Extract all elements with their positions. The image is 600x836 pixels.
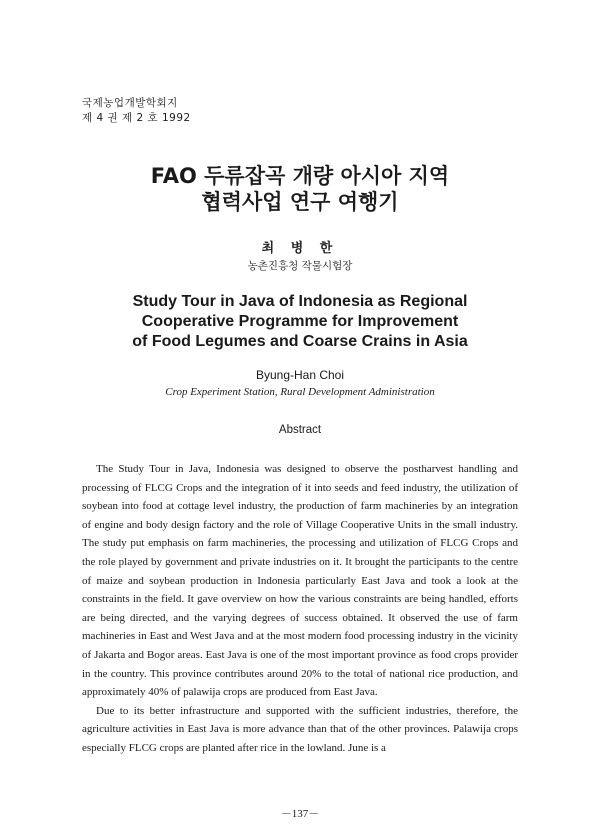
english-affiliation: Crop Experiment Station, Rural Development Administration	[165, 386, 435, 398]
journal-name: 국제농업개발학회지	[82, 97, 178, 109]
abstract-paragraph-1: The Study Tour in Java, Indonesia was designed to observe the postharvest handling and processing of FLCG Crops and the integration of it into seeds and feed industry, the utilization of soybean into food at cottage level industry, the production of farm machineries by an integration of engine and body design factory and the role of Village Cooperative Units in the small industry. The study put emphasis on farm machineries, the processing and utilization of FLCG Crops and the role played by government and private industries on it. It brought the participants to the centre of maize and soybean production in Indonesia particularly East Java and took a look at the constraints in the field. It gave overview on how the various constraints are being handled, efforts are being directed, and the varying degrees of success obtained. It observed the use of farm machineries in East and West Java and at the most modern food processing industry in the vicinity of Jakarta and Bogor areas. East Java is one of the most important province as food crops provider in the country. This province contributes around 20% to the total of national rice production, and approximately 40% of palawija crops are produced from East Java.	[82, 463, 518, 699]
abstract-paragraph-2: Due to its better infrastructure and supported with the sufficient industries, therefore, the agriculture activities in East Java is more advance than that of the other provinces. Palawija crops especially FLCG crops are planted after rice in the lowland. June is a	[82, 704, 518, 754]
korean-affiliation: 농촌진흥청 작물시험장	[247, 260, 353, 272]
korean-author: 최 병 한	[261, 241, 339, 256]
journal-volume: 제 4 권 제 2 호 1992	[82, 112, 191, 124]
page-number: －137－	[280, 808, 320, 820]
english-title-line-2: Cooperative Programme for Improvement	[141, 313, 459, 330]
english-title-line-3: of Food Legumes and Coarse Crains in Asia	[132, 333, 468, 350]
english-author: Byung-Han Choi	[255, 368, 345, 382]
english-title-line-1: Study Tour in Java of Indonesia as Regional	[132, 293, 468, 310]
korean-title-line-2: 협력사업 연구 여행기	[201, 190, 399, 214]
abstract-heading: Abstract	[278, 424, 322, 436]
journal-info	[82, 96, 191, 126]
korean-title-line-1: FAO 두류잡곡 개량 아시아 지역	[150, 164, 450, 188]
abstract-body	[82, 460, 518, 758]
